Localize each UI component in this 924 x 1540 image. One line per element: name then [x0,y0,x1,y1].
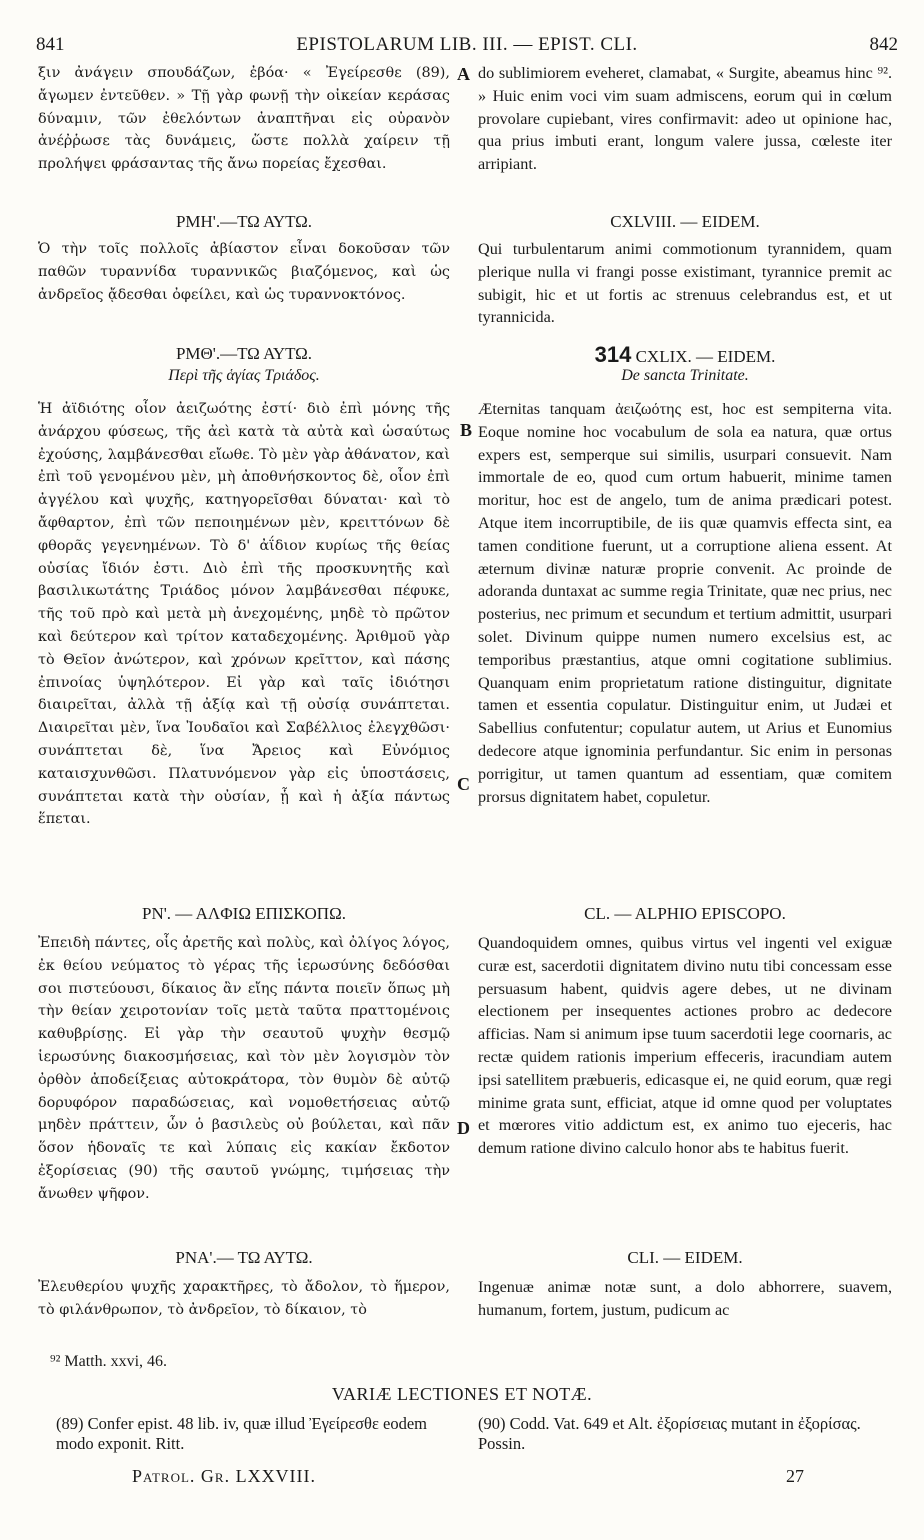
footnote: ⁹² Matth. xxvi, 46. [50,1353,168,1370]
ep148-latin-text: Qui turbulentarum animi commotionum tyrannidem, quam plerique nulla vi frangi posse existimant, tyrannice premit ac subigit, hic et ut fortis ac strenuus celebrandus est, et ut tyrannicida. [478,240,892,327]
ep150-greek-text: Ἐπειδὴ πάντες, οἷς ἀρετῆς καὶ πολὺς, καὶ ὀλίγος λόγος, ἐκ θείου νεύματος τὸ γέρας τῆς ἱερωσύνης δεδόσθαι σοι πιστεύουσι, δίκαιος ἂν εἴης πάντα ποιεῖν ὅπως μὴ τὴν θείαν χειροτονίαν τοῖς μετὰ ταῦτα πραττομένοις καθυβρίσῃς. Εἰ γὰρ τὴν σεαυτοῦ ψυχὴν θεσμῷ ἱερωσύνης διακοσμήσειας, καὶ τὸν μὲν λογισμὸν τὸν ὀρθὸν ἀποδείξειας αὐτοκράτορα, τὸν θυμὸν δὲ αὐτῷ δορυφόρον παραδώσειας, καὶ νομοθετήσειας αὐτῷ μηδὲν πράττειν, ὧν ὁ βασιλεὺς οὐ βούλεται, καὶ πᾶν ὅσον ἡδοναῖς τε καὶ λύπαις εἰς κακίαν ἔκδοτον ἐξορίσειας (90) τῆς σαυτοῦ γνώμης, τιμήσειας τὴν ἄνωθεν ψῆφον. [38,935,450,1202]
margin-letter-a: A [457,64,470,84]
margin-letter-b: B [460,420,473,440]
ep149-greek-text: Ἡ ἀϊδιότης οἷον ἀειζωότης ἐστί· διὸ ἐπὶ μόνης τῆς ἀνάρχου φύσεως, τῆς ἀεὶ κατὰ τὰ αὐτὰ καὶ ὡσαύτως ἐχούσης, λαμβάνεσθαι εἴωθε. Τὸ μὲν γὰρ ἀθάνατον, καὶ ἐπὶ τοῦ γενομένου μὲν, μὴ ἀποθνήσκοντος δὲ, οἷον ἐπὶ ἀγγέλου καὶ ψυχῆς, κατηγορεῖσθαι δύναται· καὶ τὸ ἄφθαρτον, ἐπὶ τῶν πεποιημένων μὲν, κρειττόνων δὲ φθορᾶς γεγενημένων. Τὸ δ' ἀΐδιον κυρίως τῆς θείας οὐσίας ἴδιόν ἐστι. Διὸ ἐπὶ τῆς προσκυνητῆς καὶ βασιλικωτάτης Τριάδος μόνον λαμβάνεσθαι πέφυκε, τῆς τοῦ πρὸ καὶ μετὰ μὴ ἀνεχομένης, μηδὲ τὸ πρῶτον καὶ δεύτερον καὶ τρίτον καταδεχομένης. Ἀριθμοῦ γὰρ τὸ Θεῖον ἀνώτερον, καὶ χρόνων κρεῖττον, καὶ πάσης ἐπινοίας ὑψηλότερον. Εἰ γὰρ καὶ ταῖς ἰδιότησι διαιρεῖται, ἀλλὰ τῇ ἀξίᾳ καὶ τῇ οὐσίᾳ συνάπτεται. Διαιρεῖται μὲν, ἵνα Ἰουδαῖοι καὶ Σαβέλλιος ἐλεγχθῶσι· συνάπτεται δὲ, ἵνα Ἄρειος καὶ Εὐνόμιος καταισχυνθῶσι. Πλατυνόμενον γὰρ εἰς ὑποστάσεις, συνάπτεται κατὰ τὴν οὐσίαν, ᾗ καὶ ἡ ἀξία πάντως ἕπεται. [38,401,450,828]
ep151-latin-title: CLI. — EIDEM. [627,1248,743,1267]
ep149-latin-subtitle: De sancta Trinitate. [621,367,749,384]
ep150-greek-title: ΡΝ'. — ΑΛΦΙΩ ΕΠΙΣΚΟΠΩ. [142,904,346,923]
running-header [36,34,898,56]
top-greek-text: ξιν ἀνάγειν σπουδάζων, ἐβόα· « Ἐγείρεσθε (89), ἄγωμεν ἐντεῦθεν. » Τῇ γὰρ φωνῇ τὴν οἰκείαν κεράσας δύναμιν, τῶν ἐθελόντων ἀναπτῆναι εἰς οὐρανὸν ἀνέῤῥωσε τὰς δυνάμεις, ὥστε πολλὰ χαίρειν τῇ προλήψει φράσαντας τῆς ἄνω πορείας ἔχεσθαι. [38,65,450,173]
ep151-greek-title: ΡΝΑ'.— ΤΩ ΑΥΤΩ. [175,1248,313,1267]
ep149-latin-title [478,342,892,368]
note-90: (90) Codd. Vat. 649 et Alt. ἐξορίσειας mutant in ἐξορίσας. Possin. [478,1414,861,1453]
ep151-latin-text: Ingenuæ animæ notæ sunt, a dolo abhorrere, suavem, humanum, fortem, justum, pudicum ac [478,1278,892,1319]
ep149-greek-title: ΡΜΘ'.—ΤΩ ΑΥΤΩ. [175,344,313,363]
running-title: EPISTOLARUM LIB. III. — EPIST. CLI. [296,34,638,55]
ep150-latin-text: Quandoquidem omnes, quibus virtus vel ingenti vel exiguæ curæ est, sacerdotii dignitatem divino nutu tibi concessam esse persuasum habent, quidvis agere debes, ut ne divinam electionem per insequentes actiones probro ac dedecore afficias. Nam si animum ipse tuum sacerdotii lege coornaris, ac rectæ quidem rationis imperium effeceris, iracundiam autem ipsi satellitem præbueris, edicasque ei, ne quid eorum, quæ regi minime grata sunt, efficiat, atque id omne quod per voluptates et mœrores vitio addictum est, ex animo tuo ejeceris, hac demum ratione divino calculo honor abs te habitus fuerit. [478,934,892,1158]
ep148-greek-text: Ὁ τὴν τοῖς πολλοῖς ἀβίαστον εἶναι δοκοῦσαν τῶν παθῶν τυραννίδα τυραννικῶς βιαζόμενος, καὶ ὡς ἀνδρεῖος ᾄδεσθαι ὀφείλει, καὶ ὡς τυραννοκτόνος. [38,241,450,303]
ep149-greek-subtitle: Περὶ τῆς ἁγίας Τριάδος. [168,367,320,384]
page-number-right: 842 [869,34,898,55]
margin-letter-c: C [457,774,470,794]
ep149-latin-title-text: CXLIX. — EIDEM. [635,347,776,366]
margin-letter-d: D [457,1118,470,1138]
ep148-greek-title: ΡΜΗ'.—ΤΩ ΑΥΤΩ. [175,212,313,231]
ep150-latin-title: CL. — ALPHIO EPISCOPO. [584,904,786,923]
page-number-left: 841 [36,34,65,55]
notes-title: VARIÆ LECTIONES ET NOTÆ. [331,1384,593,1404]
ep148-latin-title: CXLVIII. — EIDEM. [610,212,760,231]
footer-series: Patrol. Gr. LXXVIII. [132,1466,317,1486]
column-marker: 314 [594,342,632,367]
ep151-greek-text: Ἐλευθερίου ψυχῆς χαρακτῆρες, τὸ ἄδολον, τὸ ἥμερον, τὸ φιλάνθρωπον, τὸ ἀνδρεῖον, τὸ δίκαιον, τὸ [38,1279,450,1318]
footer-signature: 27 [786,1466,804,1486]
note-89: (89) Confer epist. 48 lib. iv, quæ illud Ἐγείρεσθε eodem modo exponit. Ritt. [56,1414,428,1453]
top-latin-text: do sublimiorem eveheret, clamabat, « Surgite, abeamus hinc ⁹². » Huic enim voci vim suam admiscens, eorum qui in cœlum provolare cupiebant, vires confirmavit: adeo ut opinione hac, qua prius imbuti erant, longum valere jussa, cœleste iter arripiant. [478,64,892,174]
ep149-latin-text: Æternitas tanquam ἀειζωότης est, hoc est sempiterna vita. Eoque nomine hoc vocabulum de sola ea natura, quæ ortus expers est, semperque sui similis, usurpari consuevit. Nam immortale de eo, quod cum ortum habuerit, minime tamen moritur, hoc est de angelo, tum de anima prædicari potest. Atque item incorruptibile, de iis quæ quamvis effecta sint, ea tamen conditione fuerunt, ut a corruptione aliena essent. At æternum divinæ naturæ proprie convenit. Ac proinde de adoranda duntaxat ac summe regia Trinitate, quæ nec prius, nec posterius, nec primum et secundum et tertium admittit, usurpari solet. Divinum quippe numen numero excelsius est, ac temporibus præstantius, atque omni cogitatione sublimius. Quanquam enim proprietatum ratione distinguitur, dignitate tamen et essentia copulatur. Distinguitur enim, ut Judæi et Sabellius confutentur; copulatur autem, ut Arius et Eunomius dedecore atque ignominia perfundantur. Sic enim in personas porrigitur, ut tamen quantum ad essentiam, quæ comitem prorsus dignitatem habet, copuletur. [478,400,892,806]
